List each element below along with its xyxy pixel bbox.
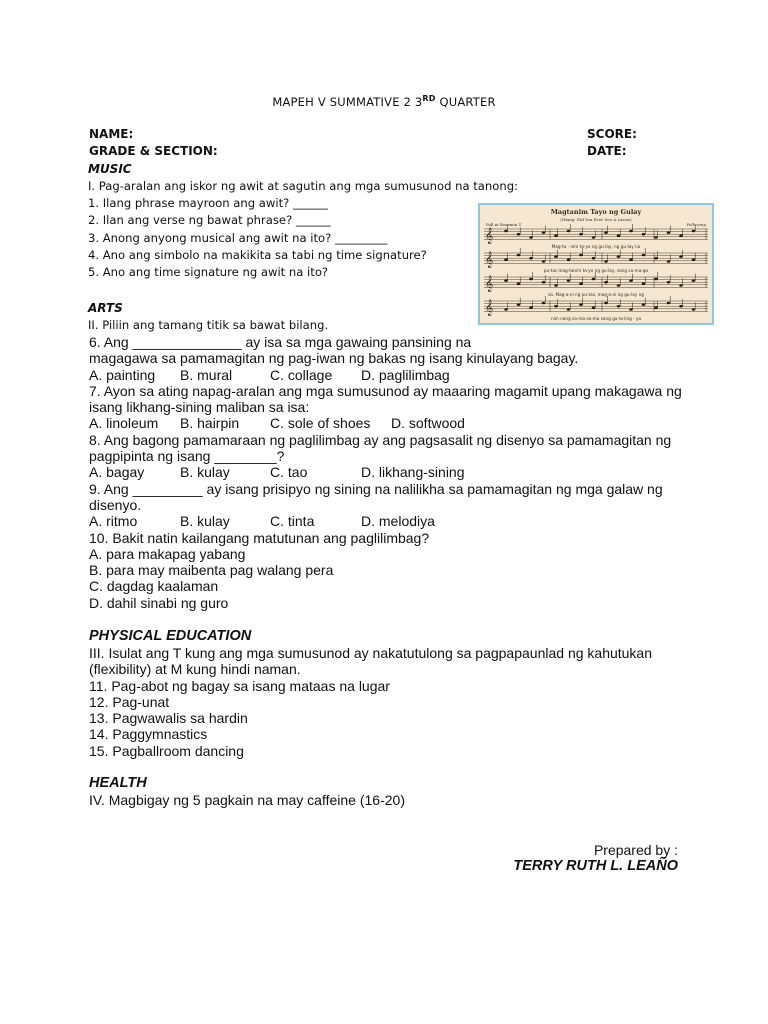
note-head — [554, 235, 558, 238]
music-question: 5. Ano ang time signature ng awit na ito? — [88, 265, 329, 279]
name-label: NAME: — [89, 127, 134, 141]
note-head — [679, 284, 683, 287]
note-head — [554, 255, 558, 258]
note-head — [629, 230, 633, 233]
note-head — [654, 278, 658, 281]
question-9-line: disenyo. — [89, 496, 142, 513]
note-head — [692, 308, 696, 311]
note-head — [679, 305, 683, 308]
note-head — [617, 235, 621, 238]
note-head — [679, 255, 683, 258]
option: C. dagdag kaalaman — [89, 578, 219, 595]
pe-heading: PHYSICAL EDUCATION — [89, 628, 252, 644]
option: B. para may maibenta pag walang pera — [89, 562, 334, 579]
note-head — [617, 255, 621, 258]
note-head — [629, 279, 633, 282]
option: C. tinta — [270, 513, 315, 530]
note-head — [617, 305, 621, 308]
question-6-line: magagawa sa pamamagitan ng pag-iwan ng bakas ng isang kinulayang bagay. — [89, 350, 579, 367]
note-head — [654, 307, 658, 310]
note-head — [667, 302, 671, 305]
note-head — [542, 231, 546, 234]
option: A. bagay — [89, 464, 145, 481]
question-8-line: 8. Ang bagong pamamaraan ng paglilimbag ay ang pagsasalit ng disenyo sa pamamagitan ng — [89, 431, 672, 448]
music-instruction: I. Pag-aralan ang iskor ng awit at sagutin ang mga sumusunod na tanong: — [88, 179, 518, 193]
note-head — [567, 259, 571, 262]
option: B. kulay — [180, 464, 230, 481]
music-question: 4. Ano ang simbolo na makikita sa tabi ng time signature? — [88, 248, 427, 262]
note-head — [517, 283, 521, 286]
title-main: MAPEH V SUMMATIVE 2 3 — [272, 94, 423, 109]
note-head — [592, 278, 596, 281]
option: A. para makapag yabang — [89, 545, 246, 562]
question-10-line: 10. Bakit natin kailangang matutunan ang paglilimbag? — [89, 529, 430, 546]
score-credit: Fall ni Rosemin T. — [486, 222, 522, 227]
music-question: 3. Anong anyong musical ang awit na ito? _________ — [88, 231, 388, 245]
question-6-options — [89, 367, 689, 383]
health-instruction: IV. Magbigay ng 5 pagkain na may caffeine (16-20) — [89, 792, 405, 808]
note-head — [642, 254, 646, 257]
pe-item: 11. Pag-abot ng bagay sa isang mataas na lugar — [89, 677, 390, 694]
option: A. painting — [89, 366, 156, 383]
score-subtitle: (Himig: Did You Ever See A Lassie) — [560, 217, 632, 222]
note-head — [554, 284, 558, 287]
note-head — [504, 308, 508, 311]
score-label: SCORE: — [587, 127, 637, 141]
note-head — [604, 281, 608, 284]
note-head — [517, 303, 521, 306]
note-head — [579, 254, 583, 257]
score-lyric: sa. Mag-a-ni ng pu-tas, mag-a-ni ng gu-lay ng — [548, 292, 644, 297]
music-heading: MUSIC — [88, 162, 132, 176]
score-title: Magtanim Tayo ng Gulay — [550, 208, 642, 216]
option: C. collage — [270, 366, 333, 383]
note-head — [667, 260, 671, 263]
pe-item: 13. Pagwawalis sa hardin — [89, 710, 248, 727]
note-head — [542, 281, 546, 284]
option: A. linoleum — [89, 415, 159, 432]
note-head — [604, 302, 608, 305]
note-head — [517, 233, 521, 236]
note-head — [567, 279, 571, 282]
note-head — [692, 259, 696, 262]
note-head — [629, 308, 633, 311]
note-head — [517, 254, 521, 257]
score-lyric: Mag-ta - nim ta-yo ng gu-lay, ng gu-lay na — [551, 244, 641, 249]
title-tail: QUARTER — [435, 94, 496, 109]
note-head — [504, 279, 508, 282]
treble-clef-icon: 𝄞 — [485, 276, 494, 292]
note-head — [542, 260, 546, 263]
title-superscript: RD — [422, 94, 436, 103]
pe-item: 12. Pag-unat — [89, 693, 170, 710]
music-question: 1. Ilang phrase mayroon ang awit? ______ — [88, 196, 328, 210]
pe-item: 14. Paggymnastics — [89, 726, 208, 743]
note-head — [617, 284, 621, 287]
note-head — [692, 230, 696, 233]
note-head — [529, 307, 533, 310]
option: D. likhang-sining — [361, 464, 465, 481]
note-head — [604, 231, 608, 234]
treble-clef-icon: 𝄞 — [485, 252, 494, 268]
health-heading: HEALTH — [89, 775, 147, 791]
note-head — [604, 260, 608, 263]
note-head — [504, 230, 508, 233]
arts-heading: ARTS — [88, 301, 123, 315]
note-head — [692, 279, 696, 282]
note-head — [567, 308, 571, 311]
note-head — [554, 305, 558, 308]
prepared-by-name: TERRY RUTH L. LEAÑO — [513, 858, 678, 874]
option: B. kulay — [180, 513, 230, 530]
treble-clef-icon: 𝄞 — [485, 300, 494, 316]
pe-instruction: III. Isulat ang T kung ang mga sumusunod ay nakatutulong sa pagpapaunlad ng kahutukan — [89, 645, 653, 661]
score-lyric: nim nang sa-ma-sa-ma sang gu-la-ling - ya — [550, 316, 642, 321]
note-head — [529, 257, 533, 260]
arts-questions — [89, 334, 689, 611]
note-head — [592, 307, 596, 310]
note-head — [504, 259, 508, 262]
note-head — [667, 281, 671, 284]
question-9-options — [89, 513, 689, 529]
page-title — [0, 94, 768, 109]
question-7-line: 7. Ayon sa ating napag-aralan ang mga sumusunod ay maaaring magamit upang makagawa ng — [89, 382, 682, 399]
question-7-line: isang likhang-sining maliban sa isa: — [89, 399, 310, 416]
option: C. tao — [270, 464, 308, 481]
pe-questions — [89, 645, 689, 759]
note-head — [592, 236, 596, 239]
note-head — [642, 303, 646, 306]
option: C. sole of shoes — [270, 415, 371, 432]
note-head — [579, 283, 583, 286]
music-staff-graphic — [480, 205, 712, 323]
date-label: DATE: — [587, 144, 627, 158]
music-question: 2. Ilan ang verse ng bawat phrase? ______ — [88, 213, 331, 227]
option: D. softwood — [391, 415, 465, 432]
option: D. melodiya — [361, 513, 435, 530]
note-head — [654, 236, 658, 239]
question-8-line: pagpipinta ng isang ________? — [89, 448, 285, 465]
note-head — [579, 233, 583, 236]
grade-section-label: GRADE & SECTION: — [89, 144, 218, 158]
note-head — [529, 278, 533, 281]
note-head — [642, 233, 646, 236]
prepared-by-label: Prepared by : — [593, 842, 678, 858]
arts-instruction: II. Piliin ang tamang titik sa bawat bilang. — [88, 318, 329, 332]
note-head — [579, 303, 583, 306]
question-7-options — [89, 415, 689, 431]
note-head — [679, 235, 683, 238]
pe-instruction: (flexibility) at M kung hindi naman. — [89, 661, 301, 678]
note-head — [529, 236, 533, 239]
question-9-line: 9. Ang _________ ay isang prisipyo ng sining na nalilikha sa pamamagitan ng mga galaw ng — [89, 480, 663, 497]
note-head — [654, 257, 658, 260]
note-head — [642, 283, 646, 286]
treble-clef-icon: 𝄞 — [485, 228, 494, 244]
option: D. dahil sinabi ng guro — [89, 594, 229, 611]
note-head — [592, 257, 596, 260]
question-6-line: 6. Ang ______________ ay isa sa mga gawaing pansining na — [89, 334, 472, 350]
score-lyric: pu-tas mag-tanim ta-yo ng gu-lay, sang su-ma-go — [543, 268, 649, 273]
question-8-options — [89, 464, 689, 480]
song-score-image — [478, 203, 714, 325]
note-head — [542, 302, 546, 305]
option: B. hairpin — [180, 415, 240, 432]
option: D. paglilimbag — [361, 366, 450, 383]
note-head — [629, 259, 633, 262]
pe-item: 15. Pagballroom dancing — [89, 742, 244, 759]
option: B. mural — [180, 366, 233, 383]
option: A. ritmo — [89, 513, 138, 530]
note-head — [667, 231, 671, 234]
note-head — [567, 230, 571, 233]
score-genre: Folk song — [686, 222, 706, 227]
